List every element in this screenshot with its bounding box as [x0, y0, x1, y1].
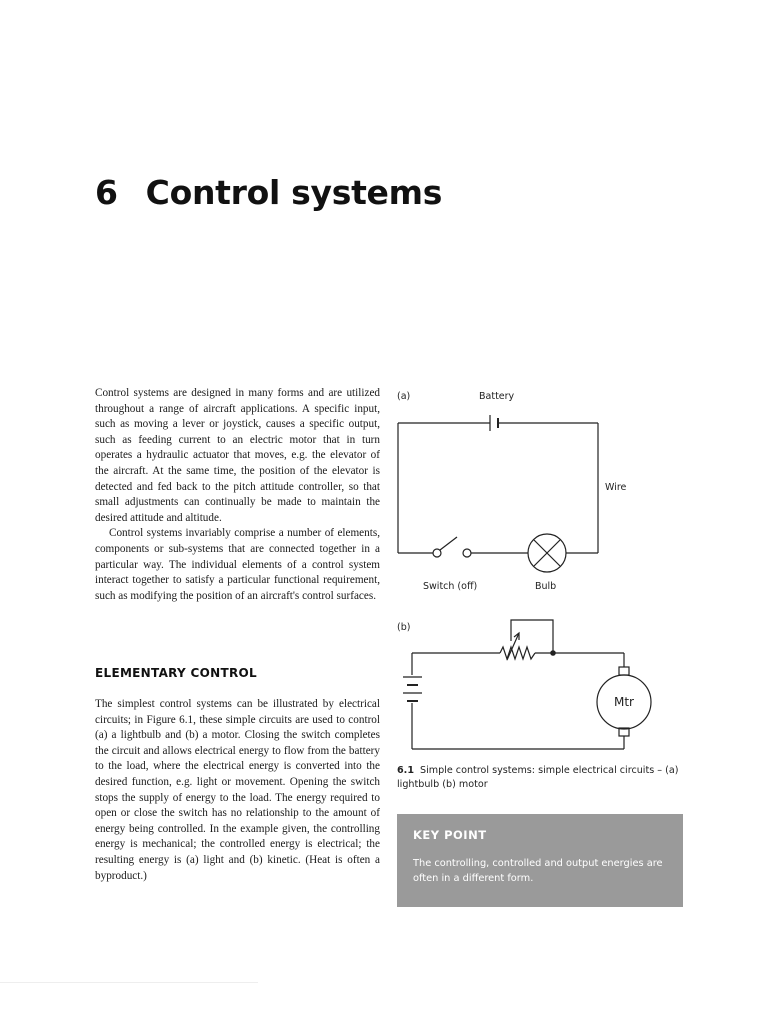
rheostat-arrow [507, 633, 519, 660]
panel-a-label: (a) [397, 391, 411, 402]
circuit-b [403, 620, 651, 749]
section-paragraph-1: The simplest control systems can be illustrated by electrical circuits; in Figure 6.1, these simple circuits are used to control (a) a lightbulb and (b) a motor. Closing the switch completes the circuit and allows electrical energy to flow from the battery to the load, where the electrical energy is converted into the desired function, e.g. light or movement. Opening the switch stops the supply of energy to the load. The energy required to open or close the switch has no relationship to the amount of energy being controlled. In the example given, the controlling energy is mechanical; the controlled energy is electrical; the resulting energy is (a) light and (b) kinetic. (Heat is often a byproduct.) [95, 698, 380, 882]
caption-text: Simple control systems: simple electrical circuits – (a) lightbulb (b) motor [397, 765, 679, 790]
wire-label: Wire [605, 482, 627, 493]
intro-paragraph-2: Control systems invariably comprise a number of elements, components or sub-systems that are connected together in a particular way. The individual elements of a control system interact together to satisfy a particular functional requirement, such as modifying the position of an aircraft's control surfaces. [95, 527, 380, 602]
section-heading: ELEMENTARY CONTROL [95, 666, 257, 680]
rheostat-junction [551, 651, 555, 655]
intro-text [95, 386, 380, 604]
switch-contact-right [463, 549, 471, 557]
figure-caption [397, 764, 697, 792]
circuit-diagrams [395, 385, 695, 765]
motor-terminal-top [619, 667, 629, 675]
key-point-box [397, 814, 683, 907]
caption-number: 6.1 [397, 765, 414, 776]
bulb-label: Bulb [535, 581, 557, 592]
motor-label: Mtr [614, 695, 634, 709]
panel-b-label: (b) [397, 622, 411, 633]
resistor-symbol [500, 647, 535, 659]
figure-6-1 [395, 385, 695, 765]
key-point-text: The controlling, controlled and output energies are often in a different form. [413, 858, 663, 884]
chapter-title [95, 173, 442, 212]
switch-lever [440, 537, 457, 550]
footer-divider [0, 982, 258, 983]
chapter-title-text: Control systems [145, 173, 443, 212]
switch-contact-left [433, 549, 441, 557]
chapter-number: 6 [95, 173, 118, 212]
switch-label: Switch (off) [423, 581, 478, 592]
circuit-a [398, 415, 598, 572]
battery-label: Battery [479, 391, 515, 402]
section-text [95, 697, 380, 884]
intro-paragraph-1: Control systems are designed in many forms and are utilized throughout a range of aircraft applications. A specific input, such as moving a lever or joystick, causes a specific output, such as feeding current to an electric motor that in turn operates a hydraulic actuator that moves, e.g. the elevator of the aircraft. At the same time, the position of the elevator is detected and fed back to the pitch attitude controller, so that small adjustments can continually be made to maintain the desired attitude and altitude. [95, 387, 380, 524]
key-point-title: KEY POINT [413, 828, 487, 842]
